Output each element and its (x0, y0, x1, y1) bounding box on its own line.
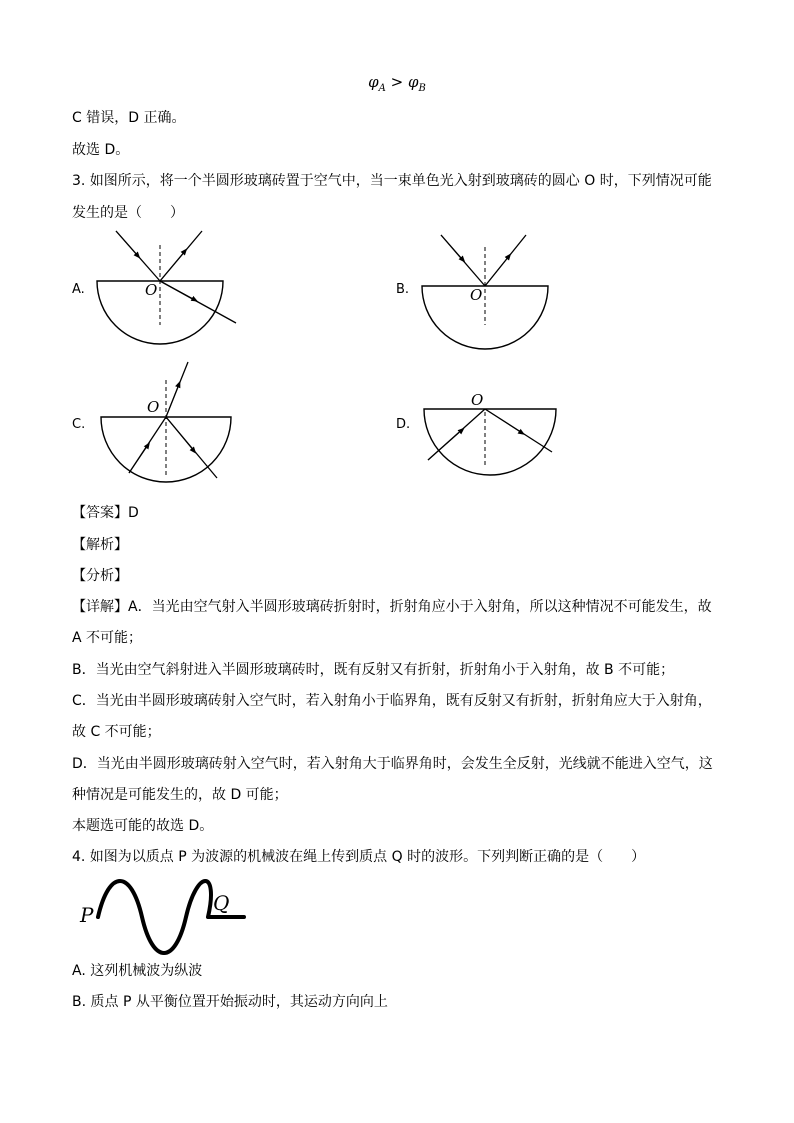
wave-figure (75, 880, 275, 950)
phi-a: $\varphi_A$ (368, 73, 386, 94)
detail-line-1: 【详解】A．当光由空气射入半圆形玻璃砖折射时，折射角应小于入射角，所以这种情况不可能发生，故 (72, 599, 712, 615)
text-line: C 错误，D 正确。 (72, 110, 186, 126)
option-d-label: D. (396, 417, 411, 432)
detail-line-3: B．当光由空气斜射进入半圆形玻璃砖时，既有反射又有折射，折射角小于入射角，故 B 不可能； (72, 662, 675, 678)
figure-b (414, 225, 614, 375)
option-a-text: A. 这列机械波为纵波 (72, 963, 203, 979)
detail-line-7: 种情况是可能发生的，故 D 可能； (72, 787, 288, 803)
question-3-line-1: 3. 如图所示，将一个半圆形玻璃砖置于空气中，当一束单色光入射到玻璃砖的圆心 O 时，下列情况可能 (72, 173, 712, 189)
analysis-subheading: 【分析】 (72, 568, 128, 584)
option-b-label: B. (396, 282, 410, 297)
greater-than: > (385, 73, 408, 91)
center-o-label: O (147, 398, 160, 416)
figure-c (96, 358, 296, 508)
detail-line-2: A 不可能； (72, 630, 143, 646)
center-o-label: O (145, 281, 158, 299)
answer-line: 【答案】D (72, 505, 139, 521)
point-p-label: P (80, 903, 94, 927)
question-3-line-2: 发生的是（ ） (72, 205, 184, 221)
center-o-label: O (471, 391, 484, 409)
point-q-label: Q (213, 891, 230, 915)
text-line: 故选 D。 (72, 142, 130, 158)
formula-line (0, 73, 794, 94)
question-4-line: 4. 如图为以质点 P 为波源的机械波在绳上传到质点 Q 时的波形。下列判断正确的是（ ） (72, 849, 646, 865)
option-a-label: A. (72, 282, 85, 297)
center-o-label: O (470, 286, 483, 304)
option-c-label: C. (72, 417, 86, 432)
detail-line-5: 故 C 不可能； (72, 724, 161, 740)
figure-a (90, 225, 290, 375)
detail-line-8: 本题选可能的故选 D。 (72, 818, 214, 834)
phi-b: $\varphi_B$ (407, 73, 426, 94)
option-b-text: B. 质点 P 从平衡位置开始振动时，其运动方向向上 (72, 994, 388, 1010)
detail-line-6: D．当光由半圆形玻璃砖射入空气时，若入射角大于临界角时，会发生全反射，光线就不能进入空气，这 (72, 756, 713, 772)
figure-d (420, 372, 620, 522)
analysis-heading: 【解析】 (72, 537, 128, 553)
detail-line-4: C．当光由半圆形玻璃砖射入空气时，若入射角小于临界角，既有反射又有折射，折射角应大于入射角， (72, 693, 712, 709)
